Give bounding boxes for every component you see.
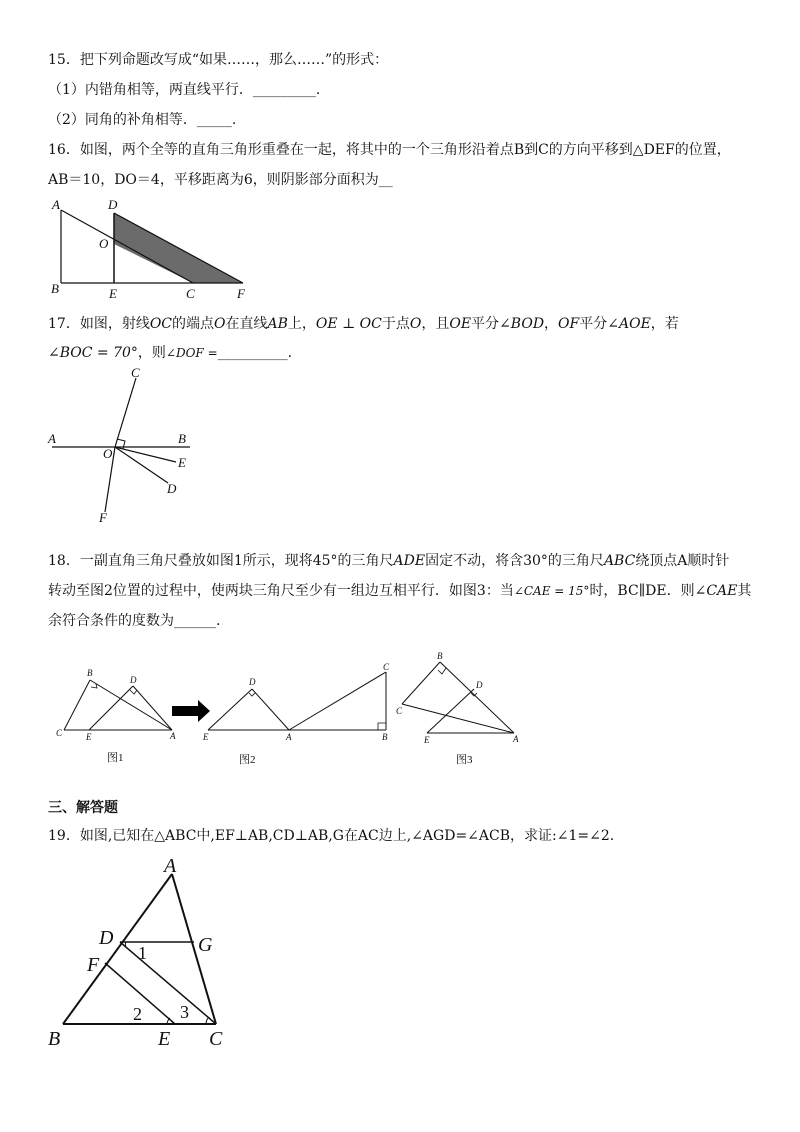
q16-label-c: C	[186, 286, 195, 301]
fig3-ca	[402, 704, 514, 733]
section-title: 三、解答题	[48, 800, 118, 816]
q17-label-e: E	[178, 455, 186, 470]
q16-label-a: A	[52, 197, 60, 212]
fig2-ed	[208, 689, 252, 730]
q16-label-f: F	[237, 286, 245, 301]
q19-label-f: F	[87, 954, 100, 976]
q19-label-g: G	[198, 934, 213, 956]
fig3-label-b: B	[437, 651, 443, 661]
fig1-label-d: D	[130, 675, 137, 685]
q15-part2: （2）同角的补角相等．_____.	[48, 112, 237, 128]
q19-label-c: C	[209, 1028, 223, 1050]
q16-figure	[48, 196, 258, 306]
fig1-right-angle-d	[130, 690, 137, 694]
q17-condition: ∠BOC = 70°	[48, 345, 138, 361]
fig2-ac	[289, 672, 386, 730]
q19-figure	[40, 852, 240, 1058]
q15-stem: 15．把下列命题改写成“如果……，那么……”的形式：	[48, 52, 389, 68]
q19-angle-mark-1	[125, 942, 126, 947]
fig3-bc	[402, 662, 440, 704]
q19-label-a: A	[164, 855, 177, 877]
fig3-label-a: A	[513, 734, 519, 744]
q17-perp-expr: OE ⊥ OC	[315, 316, 382, 332]
fig1-label-c: C	[56, 728, 63, 738]
q19-side-ab	[63, 874, 172, 1024]
q19-label-b: B	[48, 1028, 61, 1050]
fig1-label-b: B	[87, 668, 93, 678]
q16-label-d: D	[108, 197, 118, 212]
fig1-right-angle-b	[91, 684, 97, 688]
fig2-label-c: C	[383, 662, 390, 672]
q17-ray-oc	[115, 378, 136, 447]
q16-line2: AB＝10，DO＝4，平移距离为6，则阴影部分面积为__	[48, 172, 393, 188]
q19-line1: 19．如图,已知在△ABC中,EF⊥AB,CD⊥AB,G在AC边上,∠AGD=∠ACB，求证:∠1=∠2.	[48, 828, 615, 844]
q18-figure3	[394, 650, 526, 768]
q16-label-b: B	[51, 281, 59, 296]
fig2-label-a: A	[286, 732, 292, 742]
q17-label-b: B	[178, 431, 186, 446]
q19-label-e: E	[158, 1028, 171, 1050]
fig3-ba	[440, 662, 514, 733]
q17-ray-od	[115, 447, 168, 483]
q16-line1: 16．如图，两个全等的直角三角形重叠在一起，将其中的一个三角形沿着点B到C的方向平移到△DEF的位置，	[48, 142, 731, 158]
q17-label-a: A	[48, 431, 56, 446]
q19-angle-label-2: 2	[133, 1004, 142, 1024]
q19-angle-mark-3	[206, 1017, 209, 1024]
q19-angle-label-1: 1	[138, 943, 147, 963]
q15-part1: （1）内错角相等，两直线平行．_________.	[48, 82, 321, 98]
q17-line2: ∠BOC = 70°，则∠DOF =__________.	[48, 345, 293, 361]
fig3-label-e: E	[424, 735, 430, 745]
q18-figure2	[200, 660, 400, 768]
fig2-right-angle-b	[378, 723, 386, 730]
fig1-label-e: E	[86, 732, 92, 742]
fig1-cb	[64, 680, 90, 730]
q16-label-e: E	[109, 286, 117, 301]
fig2-label-e: E	[203, 732, 209, 742]
q17-line1: 17．如图，射线OC的端点O在直线AB上，OE ⊥ OC于点O，且OE平分∠BOD，OF平分∠AOE，若	[48, 316, 679, 332]
q18-line1: 18．一副直角三角尺叠放如图1所示，现将45°的三角尺ADE固定不动，将含30°的三角尺ABC绕顶点A顺时针	[48, 553, 730, 569]
q17-label-d: D	[167, 481, 177, 496]
fig1-label-a: A	[170, 731, 176, 741]
q17-label-c: C	[131, 365, 140, 380]
fig3-ed	[427, 689, 474, 733]
fig2-da	[252, 689, 289, 730]
q18-line3: 余符合条件的度数为______.	[48, 613, 221, 629]
fig3-label-c: C	[396, 706, 403, 716]
fig2-right-angle-d	[249, 693, 255, 696]
fig3-caption: 图3	[456, 754, 473, 766]
q17-ray-oe	[115, 447, 176, 462]
q19-angle-label-3: 3	[180, 1002, 189, 1022]
fig2-label-b: B	[382, 732, 388, 742]
fig3-right-angle-b	[438, 668, 446, 674]
fig1-da	[133, 686, 172, 730]
fig1-caption: 图1	[107, 752, 124, 764]
fig2-caption: 图2	[239, 754, 256, 766]
fig3-label-d: D	[476, 680, 483, 690]
q17-label-o: O	[103, 446, 113, 461]
fig2-label-d: D	[249, 677, 256, 687]
q18-figure1	[52, 664, 182, 768]
q16-label-o: O	[99, 236, 109, 251]
q17-label-f: F	[99, 510, 107, 525]
q18-line2: 转动至图2位置的过程中，使两块三角尺至少有一组边互相平行．如图3：当∠CAE = 15°时，BC∥DE．则∠CAE其	[48, 583, 752, 599]
q19-label-d: D	[99, 927, 114, 949]
q17-figure	[44, 366, 204, 528]
